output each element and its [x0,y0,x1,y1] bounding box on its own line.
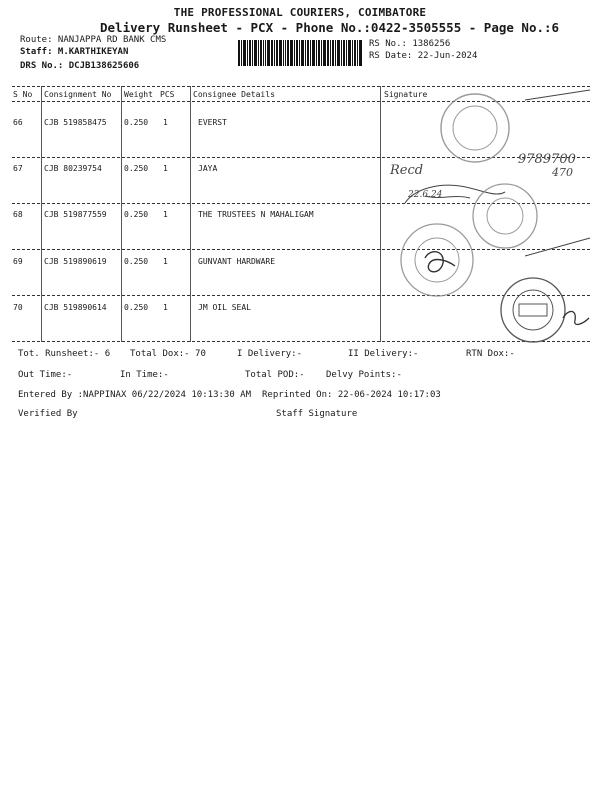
staff-signature: Staff Signature [276,409,358,419]
total-dox: Total Dox:- 70 [130,349,206,359]
seal-stamp-icon [473,184,537,248]
col-weight: Weight [124,90,153,99]
col-pcs: PCS [160,90,175,99]
row-sno: 68 [13,210,23,219]
company-stamp-icon [441,94,509,162]
row-consignment: CJB 519890614 [44,303,107,312]
out-time: Out Time:- [18,370,73,380]
route-label: Route: NANJAPPA RD BANK CMS [20,35,167,45]
col-divider [380,86,381,342]
handwritten-recd: Recd [390,163,424,178]
row-sno: 70 [13,303,23,312]
row-pcs: 1 [163,303,168,312]
company-name: THE PROFESSIONAL COURIERS, COIMBATORE [173,6,427,19]
total-pod: Total POD:- [245,370,305,380]
row-sno: 69 [13,257,23,266]
signature-area [385,88,595,343]
jm-oil-seal-stamp-icon [501,278,565,342]
rs-number: RS No.: 1386256 [369,39,451,49]
row-consignment: CJB 519877559 [44,210,107,219]
col-divider [190,86,191,342]
reprinted-on: Reprinted On: 22-06-2024 10:17:03 [262,390,441,400]
verified-by: Verified By [18,409,78,419]
rs-date: RS Date: 22-Jun-2024 [369,51,478,61]
rtn-dox: RTN Dox:- [466,349,515,359]
row-weight: 0.250 [124,210,149,219]
handwritten-phone-suffix: 470 [552,166,573,179]
table-top-rule [12,86,590,87]
staff-label: Staff: M.KARTHIKEYAN [20,47,129,57]
drs-number: DRS No.: DCJB138625606 [20,61,140,71]
row-consignment: CJB 519890619 [44,257,107,266]
handwritten-date: 22.6.24 [408,190,443,200]
row-pcs: 1 [163,164,168,173]
row-consignment: CJB 80239754 [44,164,102,173]
row-pcs: 1 [163,257,168,266]
row-consignee: JM OIL SEAL [198,303,251,312]
col-consignment: Consignment No [44,90,112,99]
row-consignee: GUNVANT HARDWARE [198,257,276,266]
i-delivery: I Delivery:- [237,349,303,359]
row-consignment: CJB 519858475 [44,118,107,127]
row-consignee: EVERST [198,118,227,127]
col-sno: S No [13,90,33,99]
row-consignee: JAYA [198,164,218,173]
handwritten-phone: 9789700 [518,152,576,167]
row-weight: 0.250 [124,118,149,127]
col-consignee: Consignee Details [193,90,275,99]
in-time: In Time:- [120,370,169,380]
delvy-points: Delvy Points:- [326,370,402,380]
runsheet-title: Delivery Runsheet - PCX - Phone No.:0422-3505555 - Page No.:6 [100,20,560,35]
row-sno: 66 [13,118,23,127]
row-consignee: THE TRUSTEES N MAHALIGAM [198,210,314,219]
row-sno: 67 [13,164,23,173]
col-signature: Signature [384,90,428,99]
row-weight: 0.250 [124,164,149,173]
row-weight: 0.250 [124,303,149,312]
row-weight: 0.250 [124,257,149,266]
ii-delivery: II Delivery:- [348,349,419,359]
tot-runsheet: Tot. Runsheet:- 6 [18,349,111,359]
row-pcs: 1 [163,118,168,127]
col-divider [41,86,42,342]
entered-by: Entered By :NAPPINAX 06/22/2024 10:13:30 AM [18,390,251,400]
col-divider [121,86,122,342]
row-pcs: 1 [163,210,168,219]
barcode [238,40,362,66]
